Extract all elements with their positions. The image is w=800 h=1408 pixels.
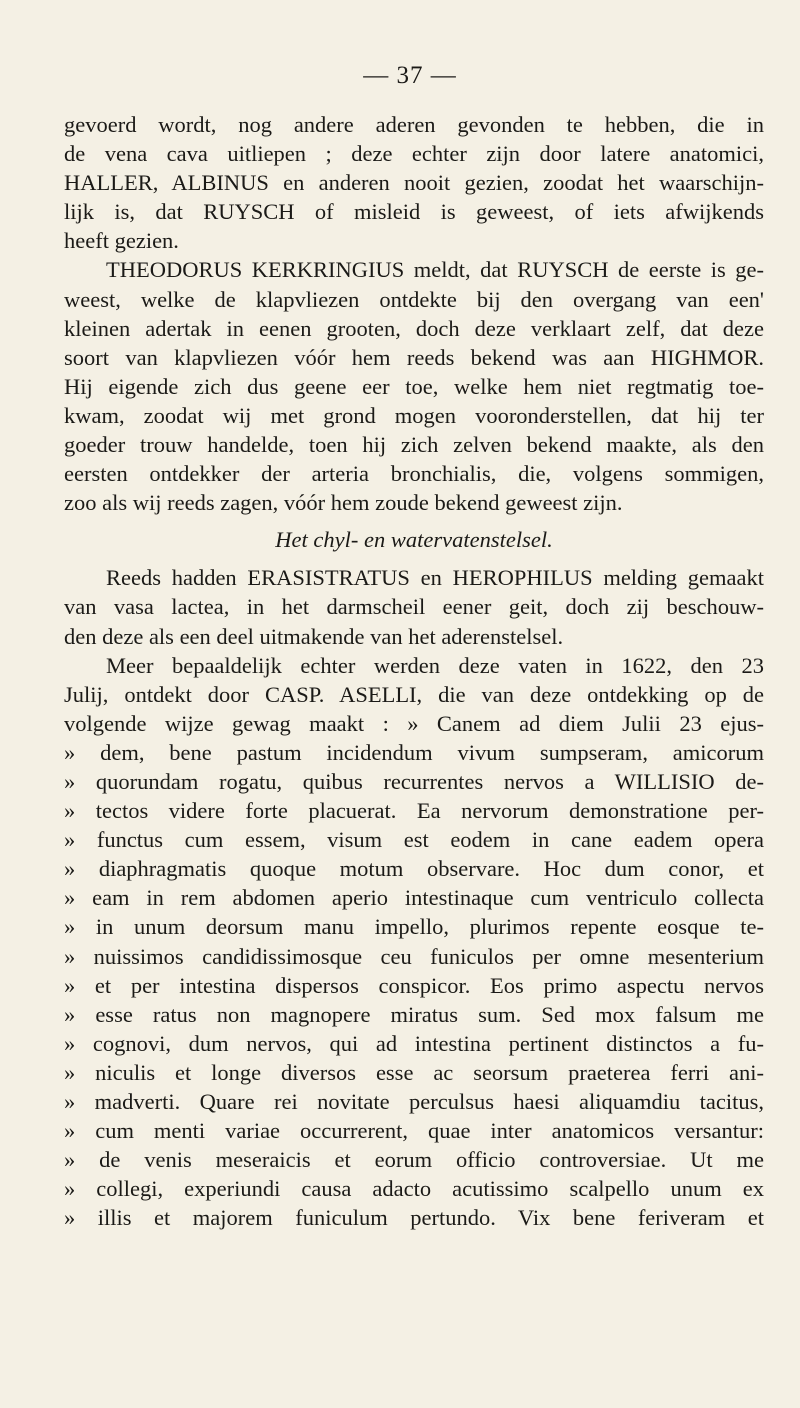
paragraph-3 [64, 563, 764, 650]
text-line: » quorundam rogatu, quibus recurrentes nervos a WILLISIO de- [64, 768, 764, 794]
text-line: HALLER, ALBINUS en anderen nooit gezien, zoodat het waarschijn- [64, 170, 764, 196]
text-line: de vena cava uitliepen ; deze echter zijn door latere anatomici, [64, 141, 764, 167]
book-page [50, 0, 770, 1408]
text-line: goeder trouw handelde, toen hij zich zelven bekend maakte, als den [64, 432, 764, 458]
paragraph-4 [64, 651, 764, 1233]
text-line: » collegi, experiundi causa adacto acutissimo scalpello unum ex [64, 1176, 764, 1202]
text-line: kleinen adertak in eenen grooten, doch deze verklaart zelf, dat deze [64, 315, 764, 341]
body-text [64, 110, 764, 1232]
paragraph-2 [64, 255, 764, 517]
text-line: THEODORUS KERKRINGIUS meldt, dat RUYSCH de eerste is ge- [106, 257, 764, 283]
text-line: lijk is, dat RUYSCH of misleid is geweest, of iets afwijkends [64, 199, 764, 225]
text-line: » nuissimos candidissimosque ceu funiculos per omne mesenterium [64, 943, 764, 969]
text-line: gevoerd wordt, nog andere aderen gevonden te hebben, die in [64, 112, 764, 137]
text-line: » in unum deorsum manu impello, plurimos repente eosque te- [64, 914, 764, 940]
text-line: » tectos videre forte placuerat. Ea nervorum demonstratione per- [64, 798, 764, 824]
text-line: » et per intestina dispersos conspicor. Eos primo aspectu nervos [64, 972, 764, 998]
text-line: Reeds hadden ERASISTRATUS en HEROPHILUS melding gemaakt [106, 565, 764, 591]
text-line: soort van klapvliezen vóór hem reeds bekend was aan HIGHMOR. [64, 344, 764, 370]
text-line: » esse ratus non magnopere miratus sum. Sed mox falsum me [64, 1001, 764, 1027]
text-line: Julij, ontdekt door CASP. ASELLI, die van deze ontdekking op de [64, 681, 764, 707]
text-line: » niculis et longe diversos esse ac seorsum praeterea ferri ani- [64, 1059, 764, 1085]
text-line: » cum menti variae occurrerent, quae inter anatomicos versantur: [64, 1118, 764, 1144]
text-line: volgende wijze gewag maakt : » Canem ad diem Julii 23 ejus- [64, 710, 764, 736]
text-line: » diaphragmatis quoque motum observare. Hoc dum conor, et [64, 856, 764, 882]
text-line: heeft gezien. [64, 228, 179, 254]
section-heading: Het chyl- en watervatenstelsel. [275, 527, 553, 553]
text-line: van vasa lactea, in het darmscheil eener geit, doch zij beschouw- [64, 594, 764, 620]
text-line: den deze als een deel uitmakende van het aderenstelsel. [64, 623, 564, 649]
text-line: eersten ontdekker der arteria bronchialis, die, volgens sommigen, [64, 461, 764, 487]
text-line: » de venis meseraicis et eorum officio controversiae. Ut me [64, 1147, 764, 1173]
text-line: zoo als wij reeds zagen, vóór hem zoude bekend geweest zijn. [64, 490, 623, 516]
text-line: Hij eigende zich dus geene eer toe, welke hem niet regtmatig toe- [64, 373, 764, 399]
text-line: » eam in rem abdomen aperio intestinaque cum ventriculo collecta [64, 885, 764, 911]
text-line: » illis et majorem funiculum pertundo. Vix bene feriveram et [64, 1205, 764, 1231]
paragraph-1 [64, 110, 764, 255]
text-line: weest, welke de klapvliezen ontdekte bij den overgang van een' [64, 286, 764, 312]
text-line: » cognovi, dum nervos, qui ad intestina pertinent distinctos a fu- [64, 1030, 764, 1056]
text-line: kwam, zoodat wij met grond mogen vooronderstellen, dat hij ter [64, 402, 764, 428]
text-line: Meer bepaaldelijk echter werden deze vaten in 1622, den 23 [106, 652, 764, 678]
page-number: — 37 — [363, 62, 457, 89]
text-line: » functus cum essem, visum est eodem in cane eadem opera [64, 827, 764, 853]
text-line: » madverti. Quare rei novitate perculsus haesi aliquamdiu tacitus, [64, 1089, 764, 1114]
text-line: » dem, bene pastum incidendum vivum sumpseram, amicorum [64, 739, 764, 765]
